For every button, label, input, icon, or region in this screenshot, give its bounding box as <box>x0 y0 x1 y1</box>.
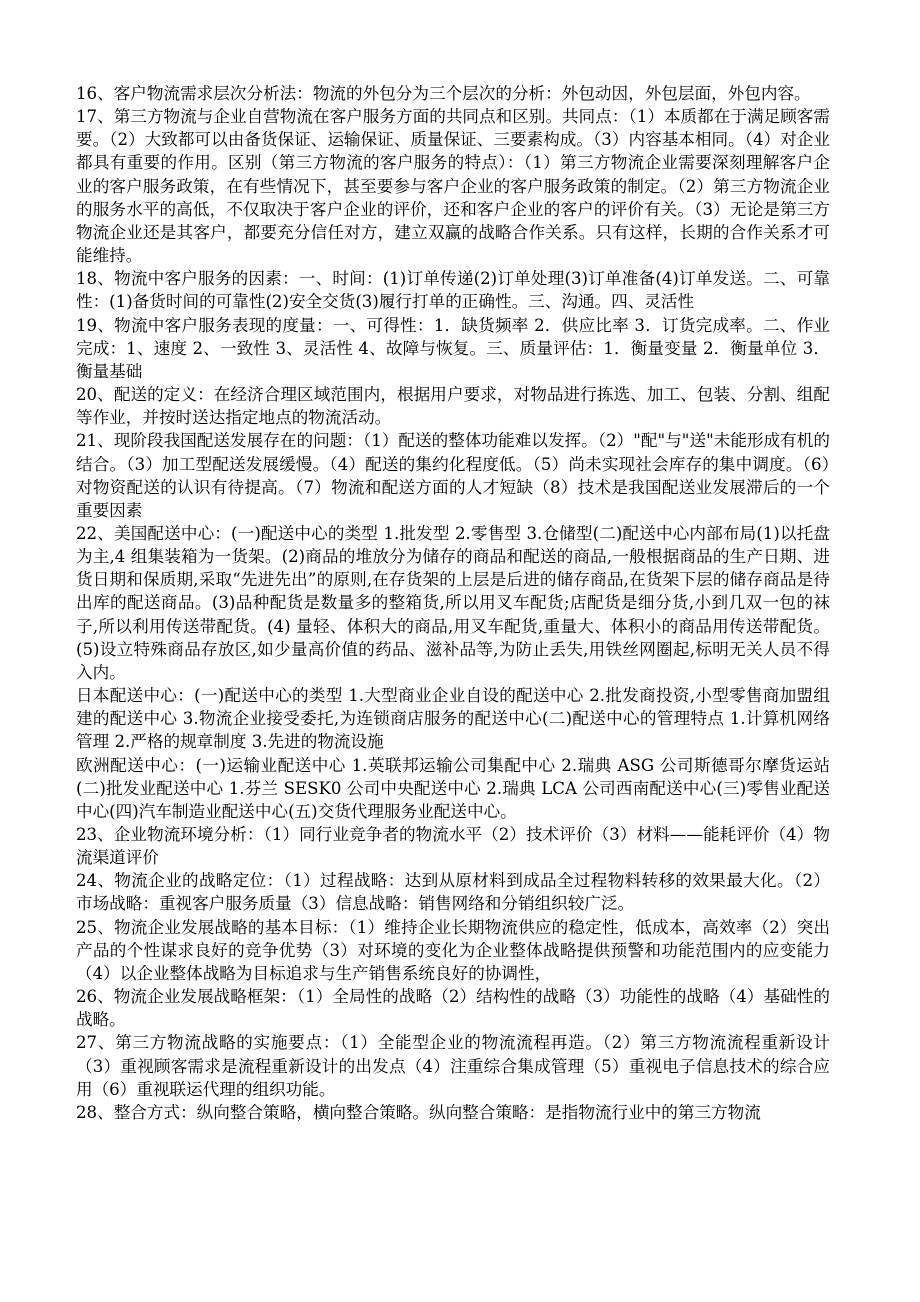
paragraph-16-demand-analysis: 16、客户物流需求层次分析法：物流的外包分为三个层次的分析：外包动因，外包层面，外包内容。 <box>76 84 811 103</box>
paragraph-21-delivery-problems: 21、现阶段我国配送发展存在的问题：（1）配送的整体功能难以发挥。（2）"配"与"送"未能形成有机的结合。（3）加工型配送发展缓慢。（4）配送的集约化程度低。（5）尚未实现社会库存的集中调度。（6）对物资配送的认识有待提高。（7）物流和配送方面的人才短缺（8）技术是我国配送业发展滞后的一个重要因素 <box>76 431 830 520</box>
paragraph-23-environment-analysis: 23、企业物流环境分析：（1）同行业竞争者的物流水平（2）技术评价（3）材料——能耗评价（4）物流渠道评价 <box>76 825 830 868</box>
paragraph-europe-distribution-center: 欧洲配送中心：(一)运输业配送中心 1.英联邦运输公司集配中心 2.瑞典 ASG 公司斯德哥尔摩货运站(二)批发业配送中心 1.芬兰 SESK0 公司中央配送中心 2.瑞典 LCA 公司西南配送中心(三)零售业配送中心(四)汽车制造业配送中心(五)交货代理服务业配送中心。 <box>76 755 830 821</box>
paragraph-20-delivery-definition: 20、配送的定义：在经济合理区域范围内，根据用户要求，对物品进行拣选、加工、包装、分割、组配等作业，并按时送达指定地点的物流活动。 <box>76 385 830 428</box>
paragraph-22-us-distribution-center: 22、美国配送中心：(一)配送中心的类型 1.批发型 2.零售型 3.仓储型(二)配送中心内部布局(1)以托盘为主,4 组集装箱为一货架。(2)商品的堆放分为储存的商品和配送的商品,一般根据商品的生产日期、进货日期和保质期,采取“先进先出”的原则,在存货架的上层是后进的储存商品,在货架下层的储存商品是待出库的配送商品。(3)品种配货是数量多的整箱货,所以用叉车配货;店配货是细分货,小到几双一包的袜子,所以利用传送带配货。(4) 量轻、体积大的商品,用叉车配货,重量大、体积小的商品用传送带配货。(5)设立特殊商品存放区,如少量高价值的药品、滋补品等,为防止丢失,用铁丝网圈起,标明无关人员不得入内。 <box>76 523 830 682</box>
paragraph-japan-distribution-center: 日本配送中心：(一)配送中心的类型 1.大型商业企业自设的配送中心 2.批发商投资,小型零售商加盟组建的配送中心 3.物流企业接受委托,为连锁商店服务的配送中心(二)配送中心的管理特点 1.计算机网络管理 2.严格的规章制度 3.先进的物流设施 <box>76 686 830 752</box>
paragraph-19-service-metrics: 19、物流中客户服务表现的度量：一、可得性：1．缺货频率 2．供应比率 3．订货完成率。二、作业完成：1、速度 2、一致性 3、灵活性 4、故障与恢复。三、质量评估：1．衡量变量 2．衡量单位 3．衡量基础 <box>76 315 830 381</box>
paragraph-17-third-party-vs-self-logistics: 17、第三方物流与企业自营物流在客户服务方面的共同点和区别。共同点：（1）本质都在于满足顾客需要。（2）大致都可以由备货保证、运输保证、质量保证、三要素构成。（3）内容基本相同。（4）对企业都具有重要的作用。区别（第三方物流的客户服务的特点）：（1）第三方物流企业需要深刻理解客户企业的客户服务政策，在有些情况下，甚至要参与客户企业的客户服务政策的制定。（2）第三方物流企业的服务水平的高低，不仅取决于客户企业的评价，还和客户企业的客户的评价有关。（3）无论是第三方物流企业还是其客户，都要充分信任对方，建立双赢的战略合作关系。只有这样，长期的合作关系才可能维持。 <box>76 107 830 266</box>
document-body <box>76 82 830 1124</box>
paragraph-24-strategic-positioning: 24、物流企业的战略定位：（1）过程战略：达到从原材料到成品全过程物料转移的效果最大化。（2）市场战略：重视客户服务质量（3）信息战略：销售网络和分销组织较广泛。 <box>76 871 830 914</box>
paragraph-26-strategy-framework: 26、物流企业发展战略框架：（1）全局性的战略（2）结构性的战略（3）功能性的战略（4）基础性的战略。 <box>76 987 830 1030</box>
paragraph-27-implementation-points: 27、第三方物流战略的实施要点：（1）全能型企业的物流流程再造。（2）第三方物流流程重新设计（3）重视顾客需求是流程重新设计的出发点（4）注重综合集成管理（5）重视电子信息技术的综合应用（6）重视联运代理的组织功能。 <box>76 1033 830 1099</box>
paragraph-25-strategy-goals: 25、物流企业发展战略的基本目标：（1）维持企业长期物流供应的稳定性，低成本，高效率（2）突出产品的个性谋求良好的竞争优势（3）对环境的变化为企业整体战略提供预警和功能范围内的应变能力（4）以企业整体战略为目标追求与生产销售系统良好的协调性， <box>76 917 830 983</box>
paragraph-18-service-factors: 18、物流中客户服务的因素：一、时间：(1)订单传递(2)订单处理(3)订单准备(4)订单发送。二、可靠性：(1)备货时间的可靠性(2)安全交货(3)履行打单的正确性。三、沟通。四、灵活性 <box>76 269 830 312</box>
paragraph-28-integration-methods: 28、整合方式：纵向整合策略，横向整合策略。纵向整合策略：是指物流行业中的第三方物流 <box>76 1102 761 1122</box>
